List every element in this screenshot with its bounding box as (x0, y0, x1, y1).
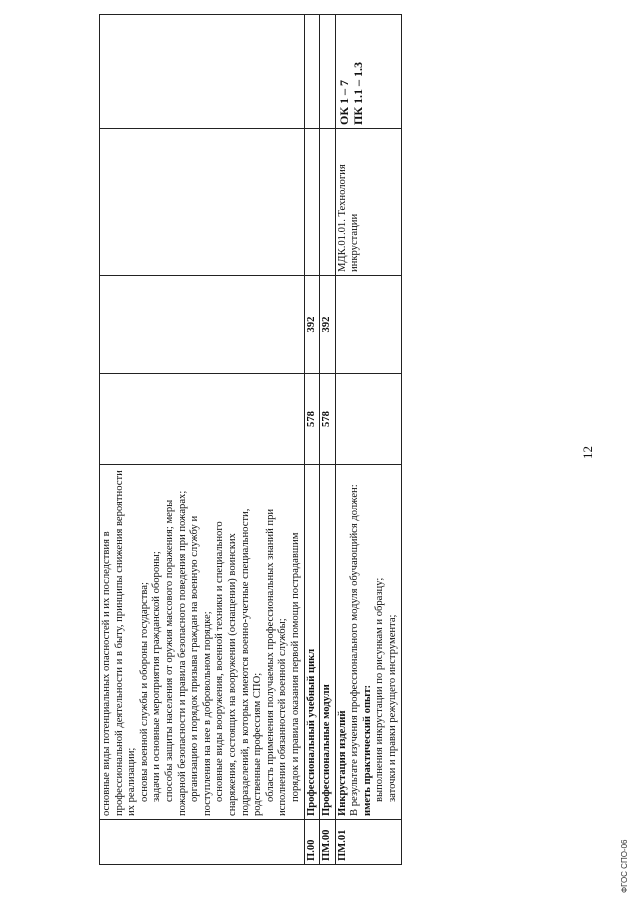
curriculum-table (99, 14, 402, 865)
knowledge-line: основы военной службы и обороны государства; (138, 582, 150, 802)
competence-cell (320, 15, 336, 129)
knowledge-line: область применения получаемых профессиональных знаний при исполнении обязанностей военной службы; (264, 508, 289, 816)
competence-pk: ПК 1.1 – 1.3 (350, 61, 365, 125)
experience-heading: иметь практический опыт: (361, 684, 373, 816)
hours-max: 578 (304, 374, 320, 465)
hours-max-cell (335, 374, 401, 465)
competence-cell (304, 15, 320, 129)
knowledge-line: организацию и порядок призыва граждан на военную службу и поступления на нее в добровольном порядке; (189, 515, 213, 816)
row-code: ПМ.01 (335, 820, 401, 865)
hours-class: 392 (320, 276, 336, 374)
hours-class-cell (335, 276, 401, 374)
course-cell (304, 129, 320, 276)
table-row-p00 (304, 15, 320, 865)
experience-item: заточки и правки режущего инструмента; (387, 614, 399, 802)
knowledge-line: порядок и правила оказания первой помощи пострадавшим (289, 532, 301, 802)
footer-code: ФГОС СПО-06 (620, 839, 629, 893)
row-code: П.00 (304, 820, 320, 865)
row-title: Профессиональные модули (320, 465, 336, 820)
module-cell (335, 465, 401, 820)
table-row-pm00 (320, 15, 336, 865)
competence-cell (335, 15, 401, 129)
course-cell (320, 129, 336, 276)
knowledge-line: способы защиты населения от оружия массового поражения; меры пожарной безопасности и правила безопасного поведения при пожарах; (163, 490, 188, 816)
hours-max-cell (100, 374, 305, 465)
row-title: Профессиональный учебный цикл (304, 465, 320, 820)
knowledge-cell (100, 465, 305, 820)
competence-ok: ОК 1 – 7 (336, 79, 351, 125)
table-row-continued (100, 15, 305, 865)
hours-class: 392 (304, 276, 320, 374)
table-row-pm01 (335, 15, 401, 865)
course-cell (100, 129, 305, 276)
knowledge-line: задачи и основные мероприятия гражданской обороны; (151, 551, 163, 802)
experience-item: выполнения инкрустации по рисункам и образцу; (374, 577, 386, 802)
knowledge-line: основные виды вооружения, военной техники и специального снаряжения, состоящих на вооружении (оснащении) воинских подразделений, в которых имеются военно-учетные специальности, родственные профессиям СПО; (214, 508, 264, 816)
row-code: ПМ.00 (320, 820, 336, 865)
module-intro: В результате изучения профессионального модуля обучающийся должен: (349, 484, 361, 816)
hours-max: 578 (320, 374, 336, 465)
course-name: МДК.01.01. Технология инкрустации (335, 129, 401, 276)
page-number: 12 (580, 446, 595, 459)
knowledge-line: основные виды потенциальных опасностей и их последствия в профессиональной деятельности и в быту, принципы снижения вероятности их реализации; (101, 470, 138, 816)
competence-cell (100, 15, 305, 129)
hours-class-cell (100, 276, 305, 374)
code-cell (100, 820, 305, 865)
module-title: Инкрустация изделий (336, 710, 348, 816)
